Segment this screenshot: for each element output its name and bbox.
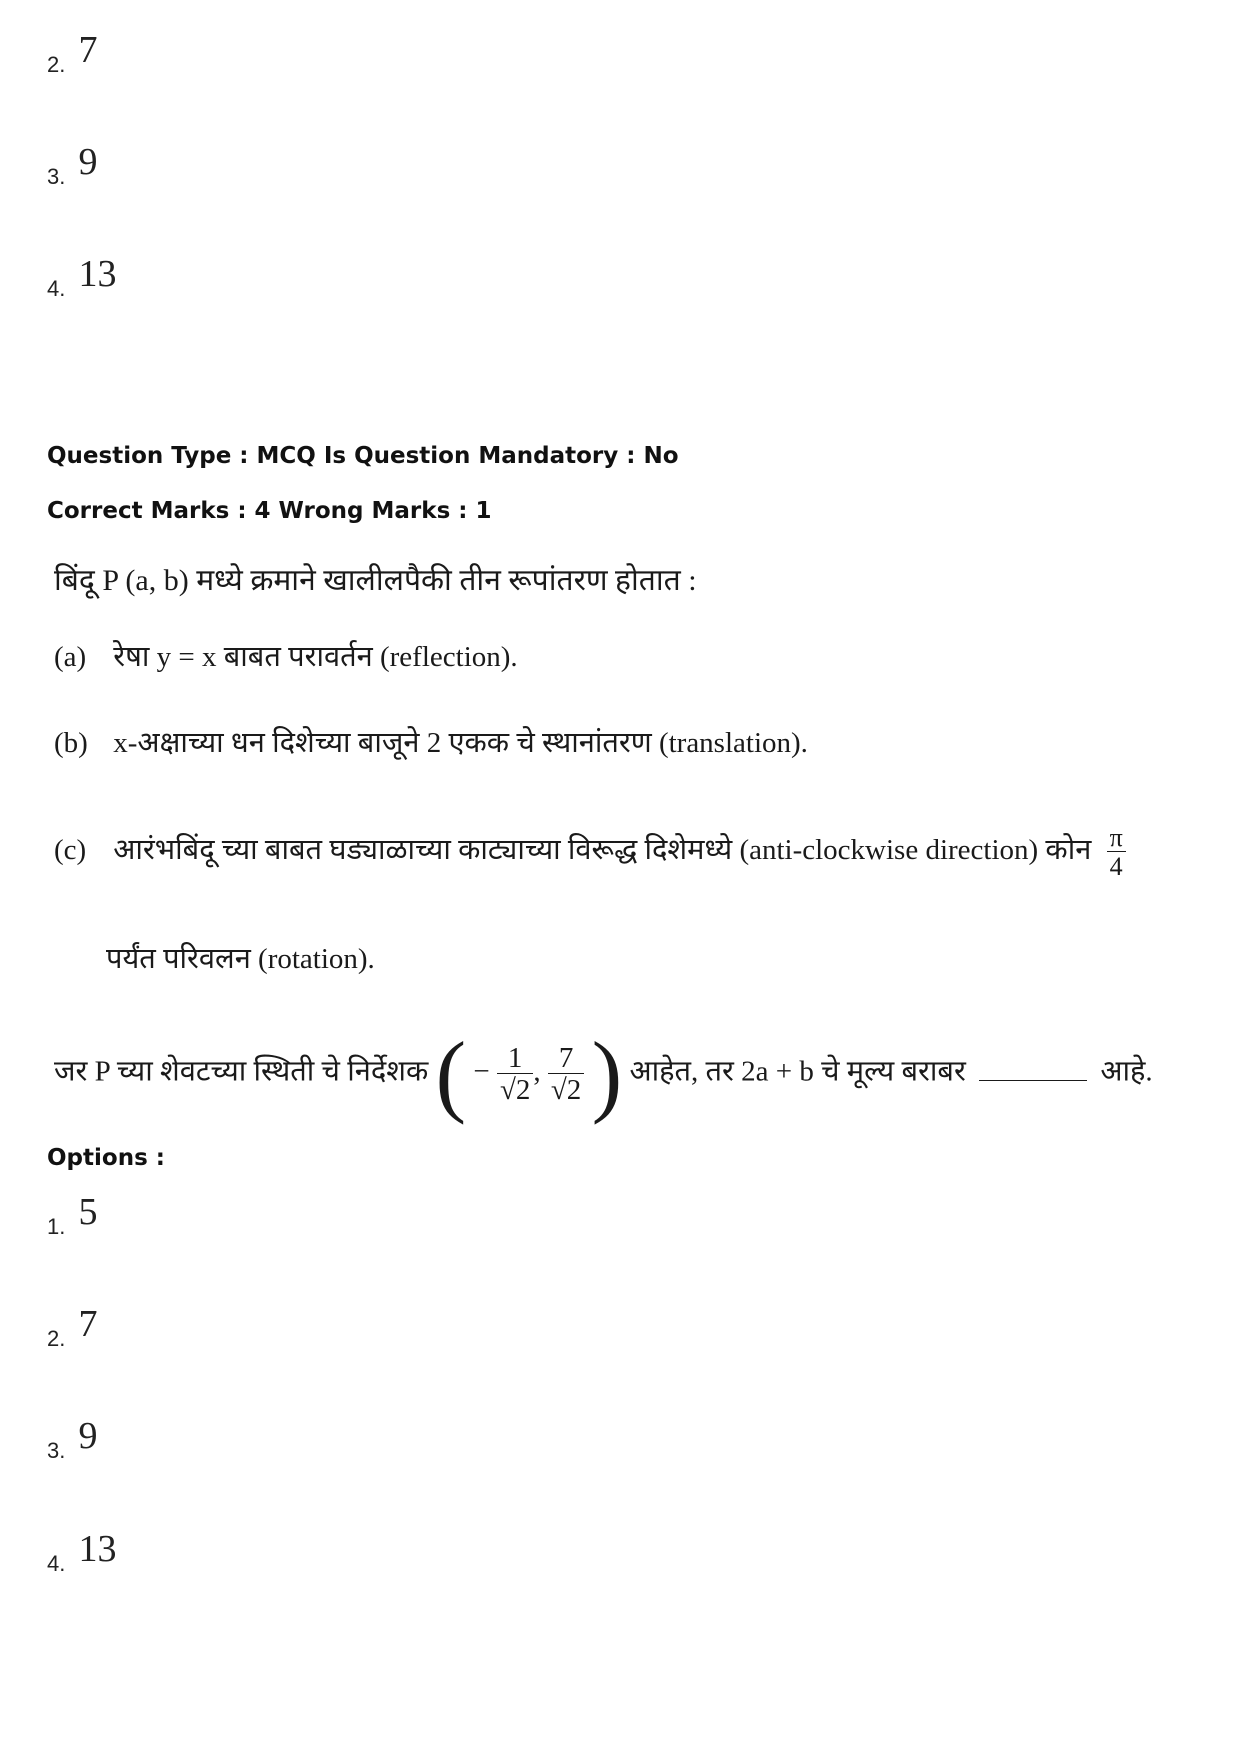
- fraction-numerator: 7: [558, 1041, 574, 1074]
- final-statement: [54, 1023, 1153, 1125]
- final-suffix: आहेत, तर 2a + b चे मूल्य बराबर: [629, 1055, 966, 1088]
- left-paren: (: [435, 1023, 467, 1125]
- step-c-continuation: पर्यंत परिवलन (rotation).: [106, 943, 375, 975]
- option-value: 9: [78, 141, 98, 183]
- step-text: x-अक्षाच्या धन दिशेच्या बाजूने 2 एकक चे स्थानांतरण (translation).: [113, 727, 808, 759]
- angle-fraction: [1107, 825, 1126, 880]
- fraction-numerator: 1: [507, 1041, 523, 1074]
- option-2: [47, 1302, 98, 1351]
- fraction-denominator: 4: [1107, 851, 1126, 880]
- answer-blank: [979, 1080, 1087, 1081]
- option-4: [47, 1527, 117, 1576]
- fraction-numerator: π: [1109, 823, 1123, 852]
- option-1: [47, 1190, 98, 1239]
- prev-option-3: [47, 252, 117, 301]
- option-value: 7: [78, 29, 98, 71]
- coord2-fraction: [548, 1041, 584, 1106]
- options-label: Options :: [47, 1145, 165, 1171]
- prev-option-2: [47, 140, 98, 189]
- option-number: 3.: [47, 1438, 66, 1463]
- option-number: 3.: [47, 164, 66, 189]
- question-type-line: Question Type : MCQ Is Question Mandatory : No: [47, 443, 679, 469]
- option-number: 2.: [47, 1326, 66, 1351]
- step-label: (c): [54, 834, 87, 867]
- coord1-sign: −: [473, 1055, 490, 1088]
- step-text: आरंभबिंदू च्या बाबत घड्याळाच्या काट्याच्या विरूद्ध दिशेमध्ये (anti-clockwise direction) कोन: [113, 834, 1092, 867]
- option-3: [47, 1414, 98, 1463]
- step-b: [54, 722, 808, 761]
- step-label: (b): [54, 727, 88, 759]
- marks-line: Correct Marks : 4 Wrong Marks : 1: [47, 498, 492, 524]
- prev-option-1: [47, 28, 98, 77]
- coord1-fraction: [497, 1041, 533, 1106]
- step-a: [54, 636, 518, 675]
- option-number: 4.: [47, 276, 66, 301]
- comma: ,: [533, 1055, 541, 1088]
- option-value: 5: [78, 1191, 98, 1233]
- option-number: 1.: [47, 1214, 66, 1239]
- final-prefix: जर P च्या शेवटच्या स्थिती चे निर्देशक: [54, 1055, 429, 1088]
- option-number: 4.: [47, 1551, 66, 1576]
- option-value: 13: [78, 253, 117, 295]
- step-text: रेषा y = x बाबत परावर्तन (reflection).: [113, 641, 518, 673]
- step-c: [54, 825, 1126, 880]
- option-value: 7: [78, 1303, 98, 1345]
- question-intro: बिंदू P (a, b) मध्ये क्रमाने खालीलपैकी तीन रूपांतरण होतात :: [54, 564, 697, 597]
- step-label: (a): [54, 641, 87, 673]
- right-paren: ): [591, 1023, 623, 1125]
- final-end: आहे.: [1100, 1055, 1153, 1088]
- option-value: 9: [78, 1415, 98, 1457]
- option-value: 13: [78, 1528, 117, 1570]
- option-number: 2.: [47, 52, 66, 77]
- fraction-denominator: √2: [497, 1073, 533, 1105]
- fraction-denominator: √2: [548, 1073, 584, 1105]
